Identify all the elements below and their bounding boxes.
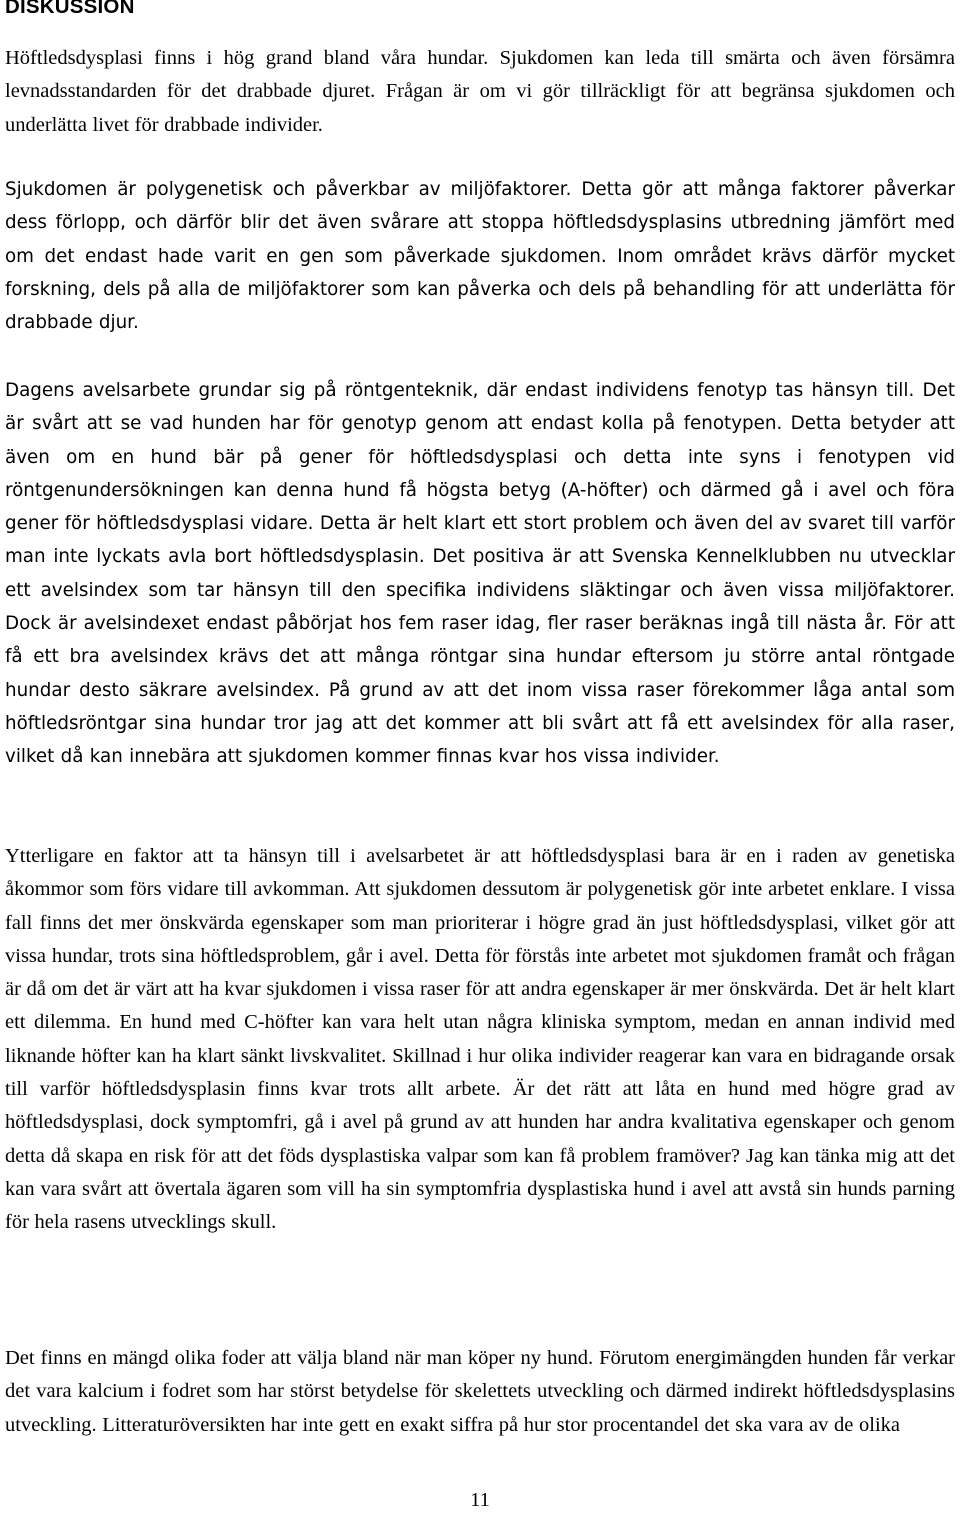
- paragraph-polygenetic: Sjukdomen är polygenetisk och påverkbar av miljöfaktorer. Detta gör att många faktorer påverkar dess förlopp, och därför blir det även svårare att stoppa höftledsdysplasins utbredning jämfört med om det endast hade varit en gen som påverkade sjukdomen. Inom området krävs därför mycket forskning, dels på alla de miljöfaktorer som kan påverka och dels på behandling för att underlätta för drabbade djur.: [5, 179, 955, 334]
- page-number: 11: [470, 1489, 490, 1511]
- section-heading: DISKUSSION: [5, 0, 135, 18]
- paragraph-feed: Det finns en mängd olika foder att välja bland när man köper ny hund. Förutom energimängden hunden får verkar det vara kalcium i fodret som har störst betydelse för skelettets utveckling och därmed indirekt höftledsdysplasins utveckling. Litteraturöversikten har inte gett en exakt siffra på hur stor procentandel det ska vara av de olika: [5, 1347, 955, 1436]
- paragraph-breeding: Dagens avelsarbete grundar sig på röntgenteknik, där endast individens fenotyp tas hänsyn till. Det är svårt att se vad hunden har för genotyp genom att endast kolla på fenotypen. Detta betyder att även om en hund bär på gener för höftledsdysplasi och detta inte syns i fenotypen vid röntgenundersökningen kan denna hund få högsta betyg (A-höfter) och därmed gå i avel och föra gener för höftledsdysplasi vidare. Detta är helt klart ett stort problem och även del av svaret till varför man inte lyckats avla bort höftledsdysplasin. Det positiva är att Svenska Kennelklubben nu utvecklar ett avelsindex som tar hänsyn till den specifika individens släktingar och även vissa miljöfaktorer. Dock är avelsindexet endast påbörjat hos fem raser idag, fler raser beräknas ingå till nästa år. För att få ett bra avelsindex krävs det att många röntgar sina hundar eftersom ju större antal röntgade hundar desto säkrare avelsindex. På grund av att det inom vissa raser förekommer låga antal som höftledsröntgar sina hundar tror jag att det kommer att bli svårt att få ett avelsindex för alla raser, vilket då kan innebära att sjukdomen kommer finnas kvar hos vissa individer.: [5, 380, 955, 768]
- document-page: [5, 0, 955, 1436]
- paragraph-intro: Höftledsdysplasi finns i hög grand bland våra hundar. Sjukdomen kan leda till smärta och även försämra levnadsstandarden för det drabbade djuret. Frågan är om vi gör tillräckligt för att begränsa sjukdomen och underlätta livet för drabbade individer.: [5, 47, 955, 136]
- paragraph-dilemma: Ytterligare en faktor att ta hänsyn till i avelsarbetet är att höftledsdysplasi bara är en i raden av genetiska åkommor som förs vidare till avkomman. Att sjukdomen dessutom är polygenetisk gör inte arbetet enklare. I vissa fall finns det mer önskvärda egenskaper som man prioriterar i högre grad än just höftledsdysplasi, vilket gör att vissa hundar, trots sina höftledsproblem, går i avel. Detta för förstås inte arbetet mot sjukdomen framåt och frågan är då om det är värt att ha kvar sjukdomen i vissa raser för att andra egenskaper är mer önskvärda. Det är helt klart ett dilemma. En hund med C-höfter kan vara helt utan några kliniska symptom, medan en annan individ med liknande höfter kan ha klart sänkt livskvalitet. Skillnad i hur olika individer reagerar kan vara en bidragande orsak till varför höftledsdysplasin finns kvar trots allt arbete. Är det rätt att låta en hund med högre grad av höftledsdysplasi, dock symptomfri, gå i avel på grund av att hunden har andra kvalitativa egenskaper och genom detta då skapa en risk för att det föds dysplastiska valpar som kan få problem framöver? Jag kan tänka mig att det kan vara svårt att övertala ägaren som vill ha sin symptomfria dysplastiska hund i avel att avstå sin hunds parning för hela rasens utvecklings skull.: [5, 845, 955, 1234]
